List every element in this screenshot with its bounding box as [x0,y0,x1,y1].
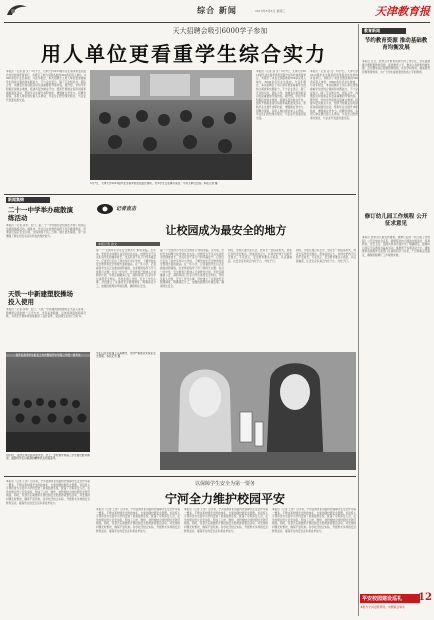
lead-body-col3: 本报讯（记者 孙 文）5月7日，天津大学2013届毕业生春季供需见面会在该校体育馆举行，共吸引了来自全国各地的300余家用人单位、6000余名毕业生参加。与往年相比，本次招聘会上用人单位更加看重学生的综合素质和实践能力，不少企业表示，除了专业知识外，团队合作、沟通表达和创新意识也是重要的考察内容。据介绍，学校今年积极拓宽就业渠道，搭建多层次就业平台，组织开展就业指导讲座和模拟面试活动，帮助毕业生提升求职技能，增强就业竞争力。招聘会现场，各用人单位展位前人头攒动，毕业生们纷纷递交简历，与企业代表面对面交流。 [310,70,358,120]
page-number: 12 [418,592,432,603]
right-column-rule [358,24,359,616]
brief2-headline: 天铁一中新建塑胶操场投入使用 [8,290,73,306]
feature-headline: 让校园成为最安全的地方 [165,224,287,237]
lab-students-photo-icon [160,352,356,470]
left-section-rule [4,194,356,195]
brief2-body: 本报讯（记者 李明）近日，天铁一中新建的塑胶操场正式投入使用。新操场总面积约一万平方米，设有标准跑道、足球场和篮球场等设施，为学生开展体育锻炼提供了良好条件，受到师生们的广泛好评。 [6,308,86,319]
footer-banner-sub: 本报与宁河县教育局、中教联合举办 [360,605,405,609]
swirl-logo-icon [4,2,30,18]
bottom-body-col1: 本报讯（记者 王伟）近年来，宁河县教育系统始终把保障学生安全作为第一要务，不断完善校园安全防控体系，全面加强校园安全管理。该县投入专项资金为全县中小学校安装了视频监控系统，配备了专职保安人员，在学校周边设立治安岗亭，形成了人防、物防、技防相结合的校园安全防范网络。同时，该县还定期组织开展校园安全隐患排查整治活动，对发现的问题及时整改，确保不留死角。各学校还结合实际，开展形式多样的安全教育活动，提高学生的安全意识和自护能力。 [6,480,90,505]
feature-subsection: 本报记者 孙文 [96,242,160,246]
bottom-body-col3: 本报讯（记者 王伟）近年来，宁河县教育系统始终把保障学生安全作为第一要务，不断完善校园安全防控体系，全面加强校园安全管理。该县投入专项资金为全县中小学校安装了视频监控系统，配备了专职保安人员，在学校周边设立治安岗亭，形成了人防、物防、技防相结合的校园安全防范网络。同时，该县还定期组织开展校园安全隐患排查整治活动，对发现的问题及时整改，确保不留死角。各学校还结合实际，开展形式多样的安全教育活动，提高学生的安全意识和自护能力。 [184,508,268,533]
bottom-body-col2: 本报讯（记者 王伟）近年来，宁河县教育系统始终把保障学生安全作为第一要务，不断完善校园安全防控体系，全面加强校园安全管理。该县投入专项资金为全县中小学校安装了视频监控系统，配备了专职保安人员，在学校周边设立治安岗亭，形成了人防、物防、技防相结合的校园安全防范网络。同时，该县还定期组织开展校园安全隐患排查整治活动，对发现的问题及时整改，确保不留死角。各学校还结合实际，开展形式多样的安全教育活动，提高学生的安全意识和自护能力。 [96,508,180,533]
feature-photo [160,352,356,470]
right-headline1: 节约教育资源 推动基础教育均衡发展 [364,38,428,51]
lead-photo [90,70,252,180]
footer-banner [360,594,430,616]
bottom-body-col4: 本报讯（记者 王伟）近年来，宁河县教育系统始终把保障学生安全作为第一要务，不断完善校园安全防控体系，全面加强校园安全管理。该县投入专项资金为全县中小学校安装了视频监控系统，配备了专职保安人员，在学校周边设立治安岗亭，形成了人防、物防、技防相结合的校园安全防范网络。同时，该县还定期组织开展校园安全隐患排查整治活动，对发现的问题及时整改，确保不留死角。各学校还结合实际，开展形式多样的安全教育活动，提高学生的安全意识和自护能力。 [272,508,356,533]
right-section-label: 教育新闻 [362,28,406,34]
classroom-photo-icon [6,352,90,452]
bottom-kicker: 以保障学生安全为第一要务 [194,481,255,487]
feature-body-col2: 第一个'全国中小学生安全教育日'即将来临。近年来，学校安全问题日益受到社会关注。校园安全不仅关系到学生的健康成长，也关系到千家万户的幸福安宁。记者近日走访了我市多所中小学校，了解学校在安全教育和安全管理方面的做法。在一所小学，记者看到学生们正在参加消防演练，在老师的指导下学习使用灭火器；在另一所中学，安全教育已经纳入日常教学计划，学校定期邀请公安、消防等部门专家为学生讲授安全知识。学校负责人介绍，安全工作无小事，学校建立了完善的安全管理制度，明确责任分工，加强校园周边环境治理，确保师生安全。 [160,249,224,288]
feature-body-col3: 同时，学校还通过家长会、致家长一封信等形式，向家长宣传安全知识，形成家校合力，共同守护孩子们的平安成长。专家表示，安全教育要从小抓起，从点滴做起，让安全意识真正内化于心、外化于行。 [228,249,292,263]
masthead-emblem [4,2,30,18]
lead-body-col2: 本报讯（记者 孙 文）5月7日，天津大学2013届毕业生春季供需见面会在该校体育馆举行，共吸引了来自全国各地的300余家用人单位、6000余名毕业生参加。与往年相比，本次招聘会上用人单位更加看重学生的综合素质和实践能力，不少企业表示，除了专业知识外，团队合作、沟通表达和创新意识也是重要的考察内容。据介绍，学校今年积极拓宽就业渠道，搭建多层次就业平台，组织开展就业指导讲座和模拟面试活动，帮助毕业生提升求职技能，增强就业竞争力。招聘会现场，各用人单位展位前人头攒动，毕业生们纷纷递交简历，与企业代表面对面交流。 [256,70,306,120]
brief1-headline: 二十一中学举办疏散演练活动 [8,206,73,222]
feature-body-col1: 第一个'全国中小学生安全教育日'即将来临。近年来，学校安全问题日益受到社会关注。校园安全不仅关系到学生的健康成长，也关系到千家万户的幸福安宁。记者近日走访了我市多所中小学校，了解学校在安全教育和安全管理方面的做法。在一所小学，记者看到学生们正在参加消防演练，在老师的指导下学习使用灭火器；在另一所中学，安全教育已经纳入日常教学计划，学校定期邀请公安、消防等部门专家为学生讲授安全知识。学校负责人介绍，安全工作无小事，学校建立了完善的安全管理制度，明确责任分工，加强校园周边环境治理，确保师生安全。 [96,249,156,288]
lead-body-col1: 本报讯（记者 孙 文）5月7日，天津大学2013届毕业生春季供需见面会在该校体育馆举行，共吸引了来自全国各地的300余家用人单位、6000余名毕业生参加。与往年相比，本次招聘会上用人单位更加看重学生的综合素质和实践能力，不少企业表示，除了专业知识外，团队合作、沟通表达和创新意识也是重要的考察内容。据介绍，学校今年积极拓宽就业渠道，搭建多层次就业平台，组织开展就业指导讲座和模拟面试活动，帮助毕业生提升求职技能，增强就业竞争力。招聘会现场，各用人单位展位前人头攒动，毕业生们纷纷递交简历，与企业代表面对面交流。 [6,70,86,102]
feature-tag-label: 记者直击 [116,206,137,212]
masthead-rule [4,22,430,23]
bottom-rule [4,476,356,477]
brief1-body: 本报讯（记者 张华）近日，第二十一中学组织全校师生开展了防灾应急疏散演练活动。演练中，学生们在老师的指挥下有序撤离教室，迅速到达指定安全区域，全程用时不到三分钟。通过此次演练，进一步增强了师生的安全意识和自我保护能力。 [6,224,86,238]
right-headline2: 修订幼儿园工作规程 公开征求意见 [364,214,428,227]
section-title: 综合 新闻 [197,5,237,15]
left-photo-caption: 5月3日，南开区举行高考动员会。会上，学校领导向高三学生提出殷切期望，鼓励同学们以饱满的精神状态迎接高考。 [6,454,90,461]
lead-headline: 用人单位更看重学生综合实力 [41,42,327,66]
right-body2: 本报讯 教育部日前发布通知，就修订后的《幼儿园工作规程》公开征求社会意见。新规程对幼儿园的办园条件、保育教育、安全卫生、家园共育等方面作出了明确规定，强调幼儿园应当以游戏为基本活动，寓教育于各项活动之中。通知要求各地教育行政部门认真组织学习讨论，广泛听取意见建议，确保规程修订工作取得实效。 [362,236,430,257]
bottom-headline: 宁河全力维护校园平安 [164,492,285,506]
right-body1: 本报讯 近日，我市召开教育资源节约工作会议，会议强调要合理配置教育资源，促进教育公平，推动义务教育均衡发展。会议要求各区县要统筹规划，优化学校布局，提高教育资源利用效率，为广大学生提供更加优质公平的教育。 [362,60,430,74]
eye-icon [96,202,114,216]
paper-name: 天津教育报 [375,5,430,18]
footer-banner-title: 平安校园建设巡礼 [360,594,420,603]
lead-kicker: 天大招聘会吸引6000学子参加 [172,27,268,35]
left-section-label: 新闻集锦 [6,197,50,203]
lead-photo-caption: 5月7日，天津大学2013届毕业生春季供需见面会现场，众多学生正在填写简历、与用人单位洽谈。本报记者 摄 [90,182,218,185]
date-line: 2013年5月8日 星期三 [255,9,286,13]
feature-photo-caption: 学生们在实验课上认真操作，学校严格规范实验室安全管理。本报记者 摄 [96,352,156,359]
left-photo [6,352,90,452]
feature-body-col4: 同时，学校还通过家长会、致家长一封信等形式，向家长宣传安全知识，形成家校合力，共同守护孩子们的平安成长。专家表示，安全教育要从小抓起，从点滴做起，让安全意识真正内化于心、外化于行。 [296,249,356,263]
crowd-photo-icon [90,70,252,180]
left-photo-banner: 南开区高考学生报名工作会暨南开中学高三年级一模考试 [6,354,90,357]
masthead [0,0,434,22]
feature-column-tag [96,202,156,216]
